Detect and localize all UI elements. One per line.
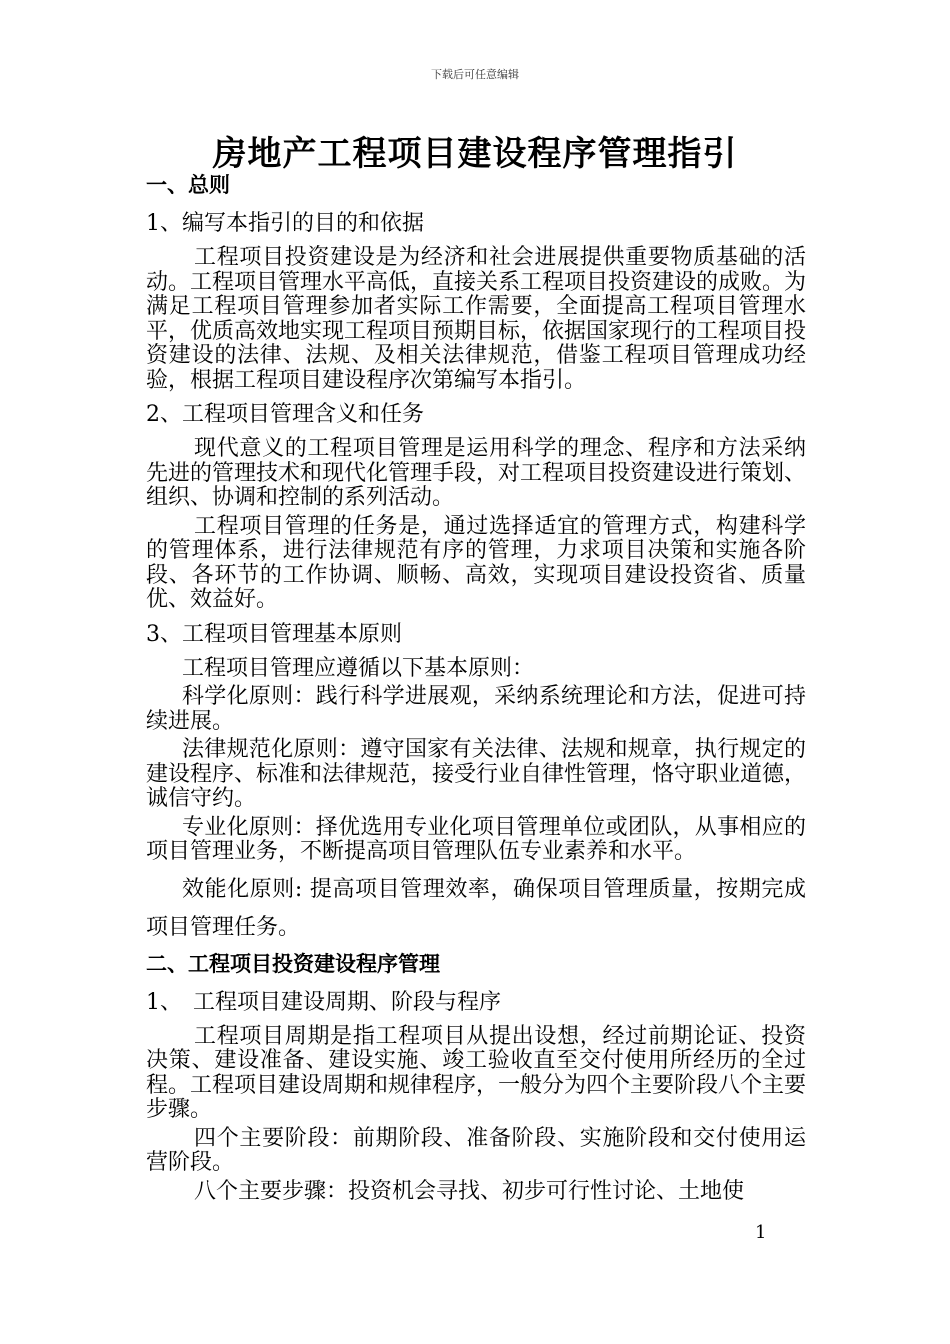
subsection-heading-purpose: 1、编写本指引的目的和依据 xyxy=(146,211,424,236)
subsection-heading-meaning: 2、工程项目管理含义和任务 xyxy=(146,402,424,427)
section-heading-general: 一、总则 xyxy=(146,173,230,197)
paragraph-principle-legal: 法律规范化原则：遵守国家有关法律、法规和规章，执行规定的建设程序、标准和法律规范，接受行业自律性管理，恪守职业道德，诚信守约。 xyxy=(146,737,807,811)
paragraph-tasks: 工程项目管理的任务是，通过选择适宜的管理方式，构建科学的管理体系，进行法律规范有序的管理，力求项目决策和实施各阶段、各环节的工作协调、顺畅、高效，实现项目建设投资省、质量优、效益好。 xyxy=(146,513,806,612)
paragraph-steps: 八个主要步骤：投资机会寻找、初步可行性讨论、土地使 xyxy=(194,1178,745,1204)
page-header: 下载后可任意编辑 xyxy=(431,68,519,81)
paragraph-principles-intro: 工程项目管理应遵循以下基本原则： xyxy=(182,655,535,681)
paragraph-principle-efficiency: 效能化原则: 提高项目管理效率，确保项目管理质量，按期完成项目管理任务。 xyxy=(146,876,806,940)
subsection-heading-cycle: 1、 工程项目建设周期、阶段与程序 xyxy=(146,989,501,1015)
page-number: 1 xyxy=(755,1222,767,1243)
paragraph-cycle: 工程项目周期是指工程项目从提出设想，经过前期论证、投资决策、建设准备、建设实施、竣工验收直至交付使用所经历的全过程。工程项目建设周期和规律程序，一般分为四个主要阶段八个主要步骤。 xyxy=(146,1023,807,1122)
paragraph-meaning: 现代意义的工程项目管理是运用科学的理念、程序和方法采纳先进的管理技术和现代化管理手段，对工程项目投资建设进行策划、组织、协调和控制的系列活动。 xyxy=(146,436,807,510)
paragraph-principle-scientific: 科学化原则：践行科学进展观，采纳系统理论和方法，促进可持续进展。 xyxy=(146,684,806,734)
paragraph-purpose: 工程项目投资建设是为经济和社会进展提供重要物质基础的活动。工程项目管理水平高低，直接关系工程项目投资建设的成败。为满足工程项目管理参加者实际工作需要，全面提高工程项目管理水平，优质高效地实现工程项目预期目标，依据国家现行的工程项目投资建设的法律、法规、及相关法律规范，借鉴工程项目管理成功经验，根据工程项目建设程序次第编写本指引。 xyxy=(146,245,807,393)
document-title: 房地产工程项目建设程序管理指引 xyxy=(212,134,738,174)
document-body xyxy=(146,168,806,1208)
subsection-heading-principles: 3、工程项目管理基本原则 xyxy=(146,621,402,647)
paragraph-principle-professional: 专业化原则：择优选用专业化项目管理单位或团队，从事相应的项目管理业务，不断提高项目管理队伍专业素养和水平。 xyxy=(146,814,806,864)
section-heading-procedure: 二、工程项目投资建设程序管理 xyxy=(146,951,440,976)
paragraph-stages: 四个主要阶段：前期阶段、准备阶段、实施阶段和交付使用运营阶段。 xyxy=(146,1125,806,1175)
